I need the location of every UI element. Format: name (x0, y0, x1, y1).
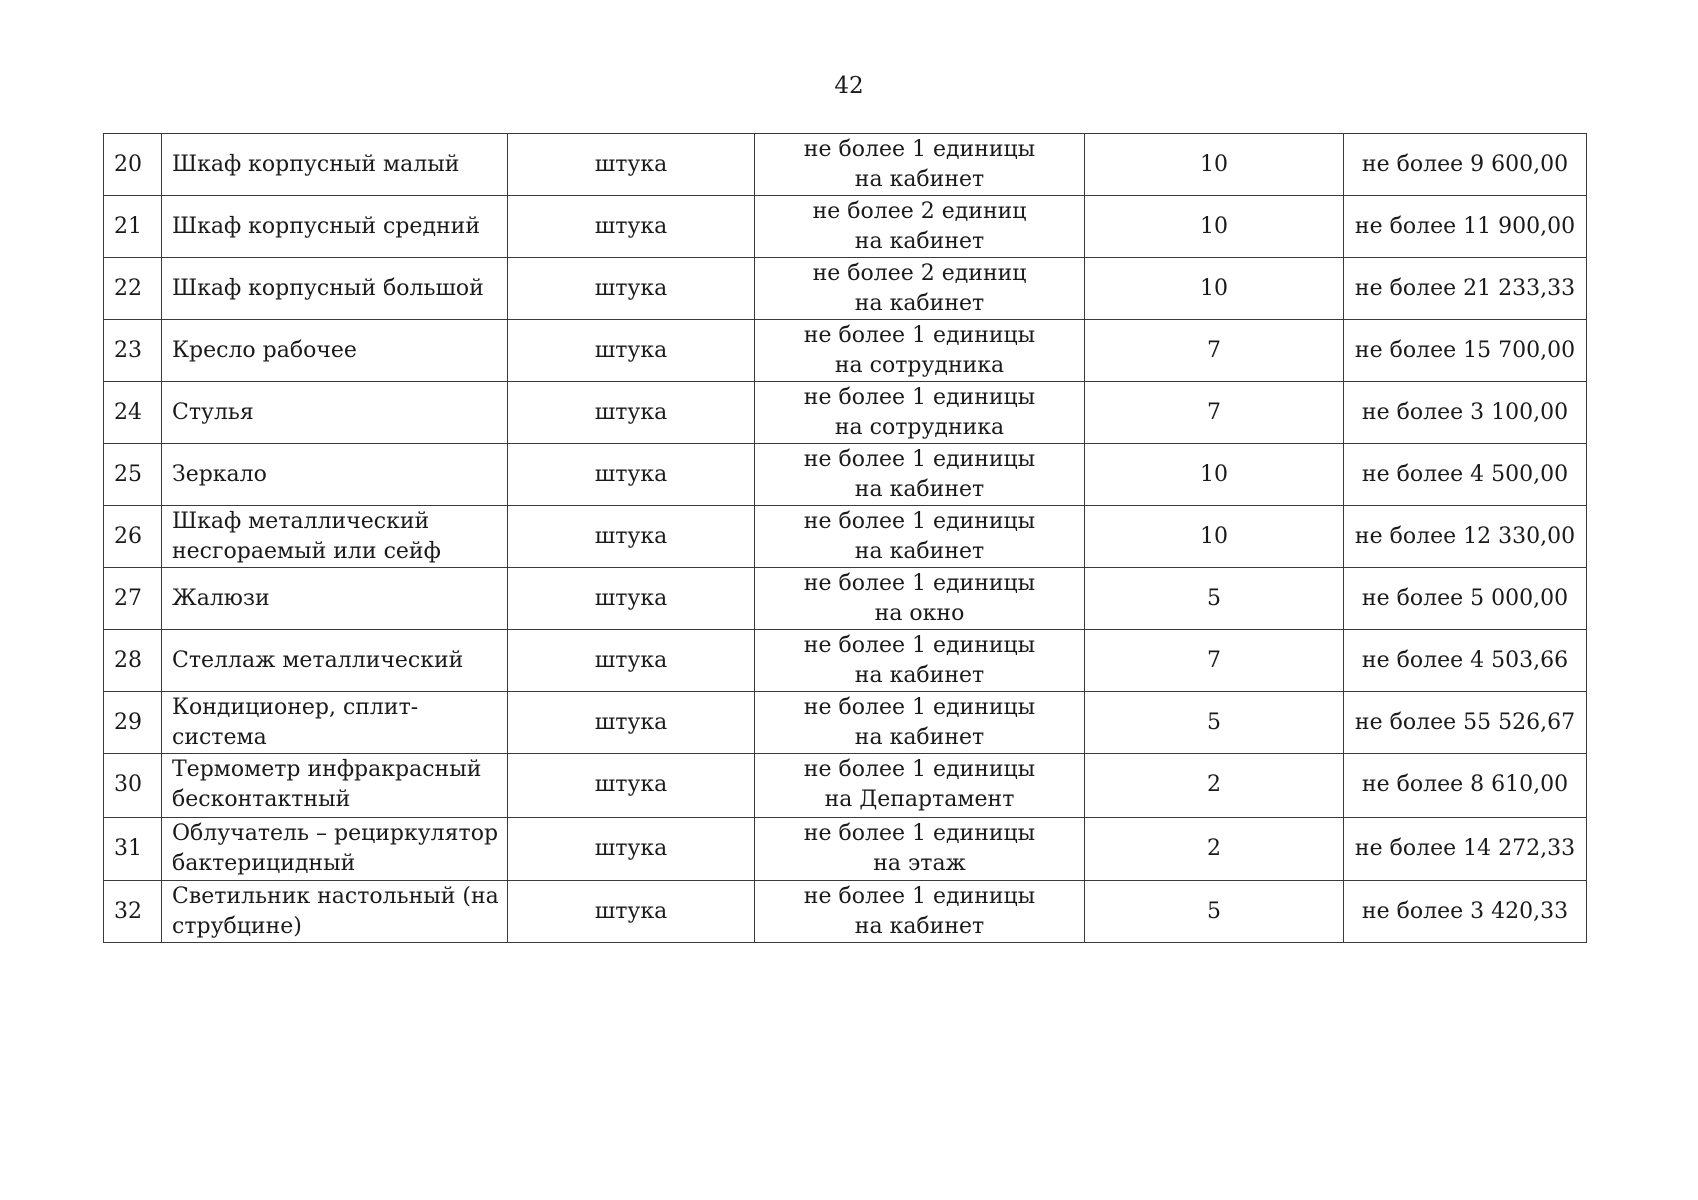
quantity-line: на кабинет (854, 538, 985, 564)
price-cell: не более 55 526,67 (1344, 692, 1587, 754)
price-cell: не более 4 503,66 (1344, 630, 1587, 692)
service-years-cell: 5 (1085, 568, 1344, 630)
quantity-line: на кабинет (854, 290, 985, 316)
quantity-line: на этаж (873, 850, 966, 876)
unit-cell: штука (508, 630, 755, 692)
row-number-cell: 25 (104, 444, 162, 506)
quantity-cell (755, 134, 1085, 196)
quantity-line: не более 1 единицы (803, 136, 1036, 162)
item-name-cell (162, 382, 508, 444)
item-name-cell (162, 444, 508, 506)
quantity-line: на кабинет (854, 724, 985, 750)
row-number-cell: 22 (104, 258, 162, 320)
quantity-cell (755, 881, 1085, 943)
item-name-cell (162, 320, 508, 382)
price-cell: не более 15 700,00 (1344, 320, 1587, 382)
quantity-line: не более 1 единицы (803, 694, 1036, 720)
item-name-cell (162, 754, 508, 818)
quantity-line: на сотрудника (834, 352, 1005, 378)
furniture-norms-table (103, 133, 1587, 943)
item-name-cell (162, 630, 508, 692)
quantity-line: на сотрудника (834, 414, 1005, 440)
unit-cell: штука (508, 134, 755, 196)
quantity-line: не более 1 единицы (803, 508, 1036, 534)
unit-cell: штука (508, 754, 755, 818)
unit-cell: штука (508, 506, 755, 568)
row-number-cell: 30 (104, 754, 162, 818)
quantity-line: на кабинет (854, 166, 985, 192)
quantity-line: не более 1 единицы (803, 570, 1036, 596)
price-cell: не более 5 000,00 (1344, 568, 1587, 630)
service-years-cell: 10 (1085, 196, 1344, 258)
row-number-cell: 24 (104, 382, 162, 444)
table-row (104, 320, 1587, 382)
service-years-cell: 7 (1085, 320, 1344, 382)
item-name-cell (162, 258, 508, 320)
unit-cell: штука (508, 692, 755, 754)
service-years-cell: 10 (1085, 258, 1344, 320)
table-row (104, 754, 1587, 818)
quantity-line: не более 1 единицы (803, 883, 1036, 909)
table-row (104, 881, 1587, 943)
item-name-line: Кондиционер, сплит- (172, 694, 419, 720)
unit-cell: штука (508, 568, 755, 630)
item-name-line: Шкаф корпусный большой (172, 275, 484, 301)
item-name-line: Стеллаж металлический (172, 647, 464, 673)
price-cell: не более 11 900,00 (1344, 196, 1587, 258)
item-name-cell (162, 134, 508, 196)
quantity-cell (755, 506, 1085, 568)
price-cell: не более 3 420,33 (1344, 881, 1587, 943)
item-name-cell (162, 881, 508, 943)
item-name-line: Шкаф корпусный средний (172, 213, 480, 239)
quantity-line: на Департамент (824, 787, 1015, 813)
quantity-line: не более 1 единицы (803, 322, 1036, 348)
service-years-cell: 10 (1085, 444, 1344, 506)
quantity-line: не более 1 единицы (803, 384, 1036, 410)
quantity-line: на кабинет (854, 913, 985, 939)
service-years-cell: 5 (1085, 692, 1344, 754)
price-cell: не более 21 233,33 (1344, 258, 1587, 320)
table-row (104, 630, 1587, 692)
item-name-line: струбцине) (172, 913, 302, 939)
quantity-cell (755, 196, 1085, 258)
price-cell: не более 4 500,00 (1344, 444, 1587, 506)
item-name-line: Облучатель – рециркулятор (172, 820, 499, 846)
unit-cell: штука (508, 320, 755, 382)
item-name-line: Шкаф металлический (172, 508, 430, 534)
quantity-line: не более 2 единиц (812, 198, 1027, 224)
unit-cell: штука (508, 258, 755, 320)
row-number-cell: 32 (104, 881, 162, 943)
page-number: 42 (834, 73, 864, 99)
quantity-line: не более 1 единицы (803, 820, 1036, 846)
row-number-cell: 26 (104, 506, 162, 568)
row-number-cell: 28 (104, 630, 162, 692)
service-years-cell: 2 (1085, 754, 1344, 818)
item-name-cell (162, 817, 508, 881)
quantity-cell (755, 444, 1085, 506)
table-row (104, 506, 1587, 568)
quantity-line: на кабинет (854, 476, 985, 502)
table-row (104, 692, 1587, 754)
unit-cell: штука (508, 881, 755, 943)
table-row (104, 134, 1587, 196)
service-years-cell: 5 (1085, 881, 1344, 943)
table-row (104, 258, 1587, 320)
quantity-line: не более 1 единицы (803, 632, 1036, 658)
table-body (104, 134, 1587, 943)
quantity-cell (755, 320, 1085, 382)
row-number-cell: 21 (104, 196, 162, 258)
item-name-line: Термометр инфракрасный (172, 757, 482, 783)
item-name-line: Шкаф корпусный малый (172, 151, 460, 177)
item-name-line: Жалюзи (172, 585, 270, 611)
row-number-cell: 23 (104, 320, 162, 382)
service-years-cell: 10 (1085, 506, 1344, 568)
quantity-cell (755, 382, 1085, 444)
unit-cell: штука (508, 196, 755, 258)
quantity-cell (755, 568, 1085, 630)
quantity-line: не более 1 единицы (803, 446, 1036, 472)
quantity-line: на кабинет (854, 662, 985, 688)
quantity-cell (755, 258, 1085, 320)
price-cell: не более 14 272,33 (1344, 817, 1587, 881)
price-cell: не более 12 330,00 (1344, 506, 1587, 568)
table-row (104, 568, 1587, 630)
item-name-cell (162, 692, 508, 754)
row-number-cell: 27 (104, 568, 162, 630)
item-name-line: система (172, 724, 267, 750)
service-years-cell: 10 (1085, 134, 1344, 196)
service-years-cell: 7 (1085, 630, 1344, 692)
item-name-cell (162, 568, 508, 630)
service-years-cell: 7 (1085, 382, 1344, 444)
quantity-line: не более 1 единицы (803, 757, 1036, 783)
table-row (104, 444, 1587, 506)
table-row (104, 382, 1587, 444)
row-number-cell: 29 (104, 692, 162, 754)
item-name-cell (162, 196, 508, 258)
table-row (104, 196, 1587, 258)
quantity-line: не более 2 единиц (812, 260, 1027, 286)
quantity-cell (755, 754, 1085, 818)
item-name-line: бактерицидный (172, 850, 356, 876)
quantity-line: на окно (874, 600, 965, 626)
price-cell: не более 8 610,00 (1344, 754, 1587, 818)
quantity-cell (755, 817, 1085, 881)
quantity-cell (755, 630, 1085, 692)
item-name-cell (162, 506, 508, 568)
price-cell: не более 3 100,00 (1344, 382, 1587, 444)
table-row (104, 817, 1587, 881)
item-name-line: несгораемый или сейф (172, 538, 441, 564)
quantity-cell (755, 692, 1085, 754)
row-number-cell: 20 (104, 134, 162, 196)
unit-cell: штука (508, 382, 755, 444)
unit-cell: штука (508, 444, 755, 506)
item-name-line: Светильник настольный (на (172, 883, 499, 909)
row-number-cell: 31 (104, 817, 162, 881)
item-name-line: Стулья (172, 399, 254, 425)
service-years-cell: 2 (1085, 817, 1344, 881)
quantity-line: на кабинет (854, 228, 985, 254)
item-name-line: Кресло рабочее (172, 337, 357, 363)
item-name-line: бесконтактный (172, 787, 351, 813)
price-cell: не более 9 600,00 (1344, 134, 1587, 196)
unit-cell: штука (508, 817, 755, 881)
item-name-line: Зеркало (172, 461, 267, 487)
